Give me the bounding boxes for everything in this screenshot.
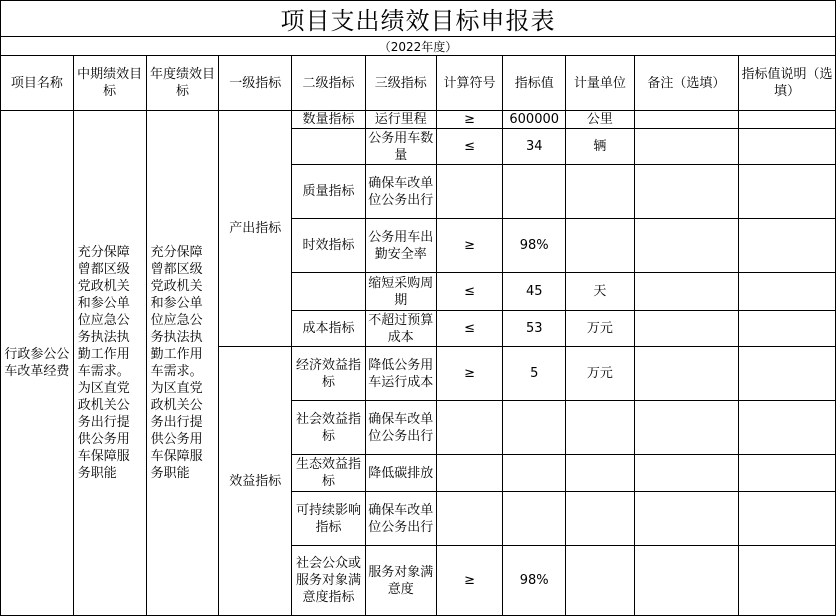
header-remark: 备注（选填） <box>634 56 738 111</box>
value-cell <box>503 492 566 546</box>
explain-cell <box>738 129 835 165</box>
remark-cell <box>634 165 738 219</box>
explain-cell <box>738 273 835 311</box>
operator-cell: ≥ <box>436 347 503 401</box>
level2-cell: 社会公众或服务对象满意度指标 <box>292 546 366 616</box>
remark-cell <box>634 129 738 165</box>
level2-cell: 社会效益指标 <box>292 401 366 455</box>
operator-cell: ≥ <box>436 546 503 616</box>
level2-cell: 质量指标 <box>292 165 366 219</box>
level3-cell: 确保车改单位公务出行 <box>365 492 436 546</box>
operator-cell: ≥ <box>436 219 503 273</box>
unit-cell: 万元 <box>566 347 635 401</box>
unit-cell <box>566 455 635 492</box>
header-level3: 三级指标 <box>365 56 436 111</box>
level3-cell: 降低公务用车运行成本 <box>365 347 436 401</box>
value-cell: 5 <box>503 347 566 401</box>
remark-cell <box>634 273 738 311</box>
value-cell <box>503 165 566 219</box>
operator-cell: ≥ <box>436 111 503 129</box>
level3-cell: 公务用车数量 <box>365 129 436 165</box>
header-value: 指标值 <box>503 56 566 111</box>
remark-cell <box>634 311 738 347</box>
remark-cell <box>634 347 738 401</box>
value-cell <box>503 401 566 455</box>
unit-cell <box>566 165 635 219</box>
operator-cell: ≤ <box>436 129 503 165</box>
level2-cell: 时效指标 <box>292 219 366 273</box>
level3-cell: 服务对象满意度 <box>365 546 436 616</box>
operator-cell <box>436 492 503 546</box>
explain-cell <box>738 492 835 546</box>
explain-cell <box>738 165 835 219</box>
operator-cell <box>436 401 503 455</box>
value-cell: 53 <box>503 311 566 347</box>
explain-cell <box>738 111 835 129</box>
remark-cell <box>634 455 738 492</box>
value-cell: 45 <box>503 273 566 311</box>
unit-cell <box>566 492 635 546</box>
operator-cell <box>436 455 503 492</box>
header-mid-term-goal: 中期绩效目标 <box>73 56 146 111</box>
explain-cell <box>738 401 835 455</box>
level2-cell: 经济效益指标 <box>292 347 366 401</box>
explain-cell <box>738 219 835 273</box>
header-unit: 计量单位 <box>566 56 635 111</box>
operator-cell: ≤ <box>436 311 503 347</box>
level2-cell <box>292 129 366 165</box>
level2-cell: 生态效益指标 <box>292 455 366 492</box>
header-project-name: 项目名称 <box>1 56 74 111</box>
mid-term-goal-cell: 充分保障曾都区级党政机关和参公单位应急公务执法执勤工作用车需求。为区直党政机关公务出行提供公务用车保障服务职能 <box>73 111 146 616</box>
unit-cell: 万元 <box>566 311 635 347</box>
annual-goal-cell: 充分保障曾都区级党政机关和参公单位应急公务执法执勤工作用车需求。为区直党政机关公务出行提供公务用车保障服务职能 <box>146 111 219 616</box>
level2-cell: 成本指标 <box>292 311 366 347</box>
level2-cell <box>292 273 366 311</box>
level1-benefit-cell: 效益指标 <box>219 347 292 616</box>
remark-cell <box>634 546 738 616</box>
unit-cell: 辆 <box>566 129 635 165</box>
unit-cell <box>566 546 635 616</box>
header-explain: 指标值说明（选填） <box>738 56 835 111</box>
remark-cell <box>634 219 738 273</box>
level2-cell: 数量指标 <box>292 111 366 129</box>
header-level2: 二级指标 <box>292 56 366 111</box>
indicator-table <box>0 55 836 616</box>
value-cell: 600000 <box>503 111 566 129</box>
operator-cell <box>436 165 503 219</box>
project-name-cell: 行政参公公车改革经费 <box>1 111 74 616</box>
level3-cell: 缩短采购周期 <box>365 273 436 311</box>
header-level1: 一级指标 <box>219 56 292 111</box>
level1-output-cell: 产出指标 <box>219 111 292 347</box>
remark-cell <box>634 111 738 129</box>
table-row <box>1 111 836 129</box>
level3-cell: 确保车改单位公务出行 <box>365 401 436 455</box>
unit-cell <box>566 219 635 273</box>
explain-cell <box>738 455 835 492</box>
header-annual-goal: 年度绩效目标 <box>146 56 219 111</box>
unit-cell: 天 <box>566 273 635 311</box>
unit-cell: 公里 <box>566 111 635 129</box>
level3-cell: 运行里程 <box>365 111 436 129</box>
unit-cell <box>566 401 635 455</box>
operator-cell: ≤ <box>436 273 503 311</box>
header-operator: 计算符号 <box>436 56 503 111</box>
level3-cell: 不超过预算成本 <box>365 311 436 347</box>
level3-cell: 公务用车出勤安全率 <box>365 219 436 273</box>
form-subtitle: （2022年度） <box>0 36 836 55</box>
value-cell: 98% <box>503 546 566 616</box>
explain-cell <box>738 311 835 347</box>
form-title: 项目支出绩效目标申报表 <box>0 0 836 36</box>
remark-cell <box>634 401 738 455</box>
level2-cell: 可持续影响指标 <box>292 492 366 546</box>
header-row <box>1 56 836 111</box>
level3-cell: 确保车改单位公务出行 <box>365 165 436 219</box>
remark-cell <box>634 492 738 546</box>
value-cell: 98% <box>503 219 566 273</box>
level3-cell: 降低碳排放 <box>365 455 436 492</box>
explain-cell <box>738 546 835 616</box>
value-cell: 34 <box>503 129 566 165</box>
value-cell <box>503 455 566 492</box>
explain-cell <box>738 347 835 401</box>
